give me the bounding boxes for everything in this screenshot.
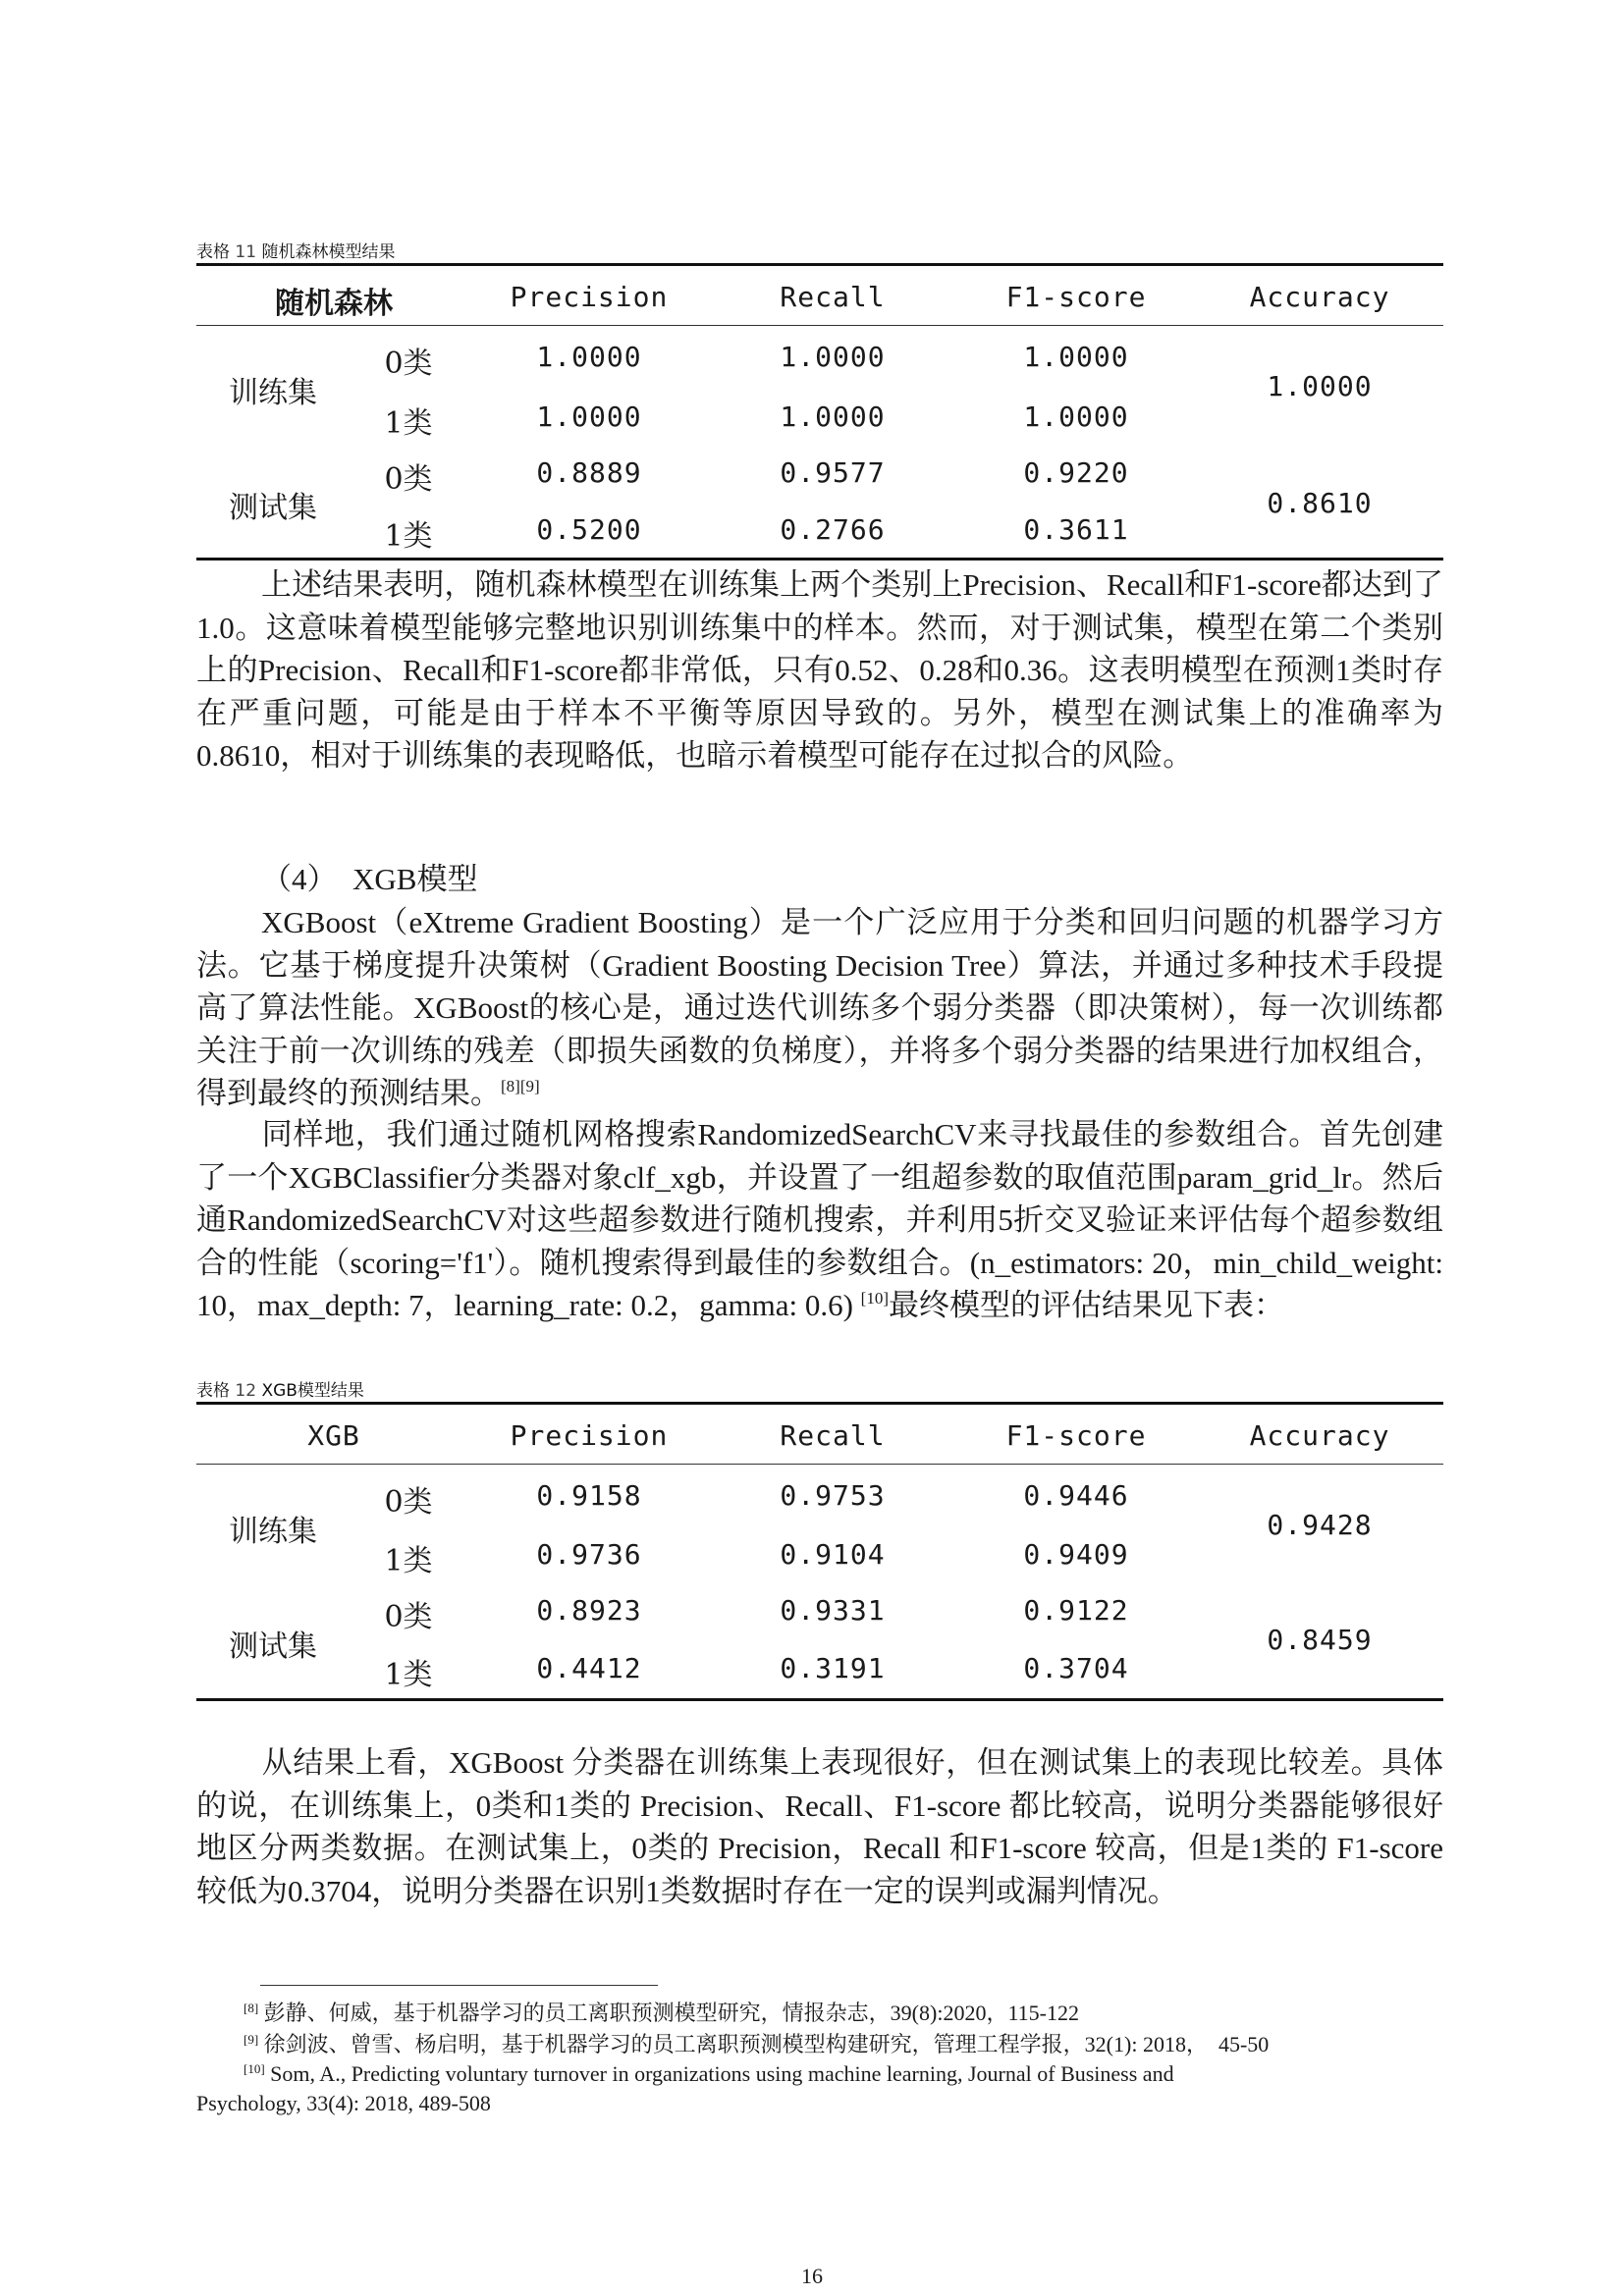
table-12-group-train: 训练集 [229, 1515, 317, 1549]
table-12-header-accuracy: Accuracy [1249, 1419, 1390, 1452]
table-11-header-f1: F1-score [1005, 281, 1147, 313]
footnote-9 [244, 2030, 1269, 2059]
paragraph-text: XGBoost（eXtreme Gradient Boosting）是一个广泛应用于分类和回归问题的机器学习方法。它基于梯度提升决策树（Gradient Boosting Decision Tree）算法，并通过多种技术手段提高了算法性能。XGBoost的核心是，通过迭代训练多个弱分类器（即决策树），每一次训练都关注于前一次训练的残差（即损失函数的负梯度），并将多个弱分类器的结果进行加权组合，得到最终的预测结果。 [196, 905, 1443, 1110]
table-11-cell: 1.0000 [1023, 341, 1129, 373]
table-11-class-label: 0类 [384, 462, 433, 497]
table-12-class-label: 1类 [384, 1544, 433, 1578]
table-11-cell: 1.0000 [780, 341, 886, 373]
table-12-cell: 0.3704 [1023, 1652, 1129, 1684]
table-12-accuracy-test: 0.8459 [1267, 1624, 1373, 1656]
body-paragraph-3 [196, 1113, 1443, 1327]
table-11-cell: 0.2766 [780, 513, 886, 546]
table-11-accuracy-test: 0.8610 [1267, 487, 1373, 519]
footnote-10-continued [196, 2089, 491, 2118]
table-11-cell: 1.0000 [780, 400, 886, 433]
table-12-group-test: 测试集 [229, 1629, 317, 1664]
table-12-header-recall: Recall [780, 1419, 886, 1452]
table-12-class-label: 1类 [384, 1658, 433, 1692]
table-11-top-rule [196, 263, 1443, 266]
table-11-header-model: 随机森林 [275, 287, 393, 321]
caption-title: XGB模型结果 [261, 1381, 364, 1401]
citation-mark: [10] [860, 1289, 889, 1308]
paragraph-tail: 最终模型的评估结果见下表： [889, 1288, 1284, 1322]
table-12-cell: 0.9446 [1023, 1479, 1129, 1512]
table-12-class-label: 0类 [384, 1485, 433, 1520]
table-12-caption [196, 1376, 364, 1401]
footnote-text: Psychology, 33(4): 2018, 489-508 [196, 2091, 491, 2115]
table-12-class-label: 0类 [384, 1600, 433, 1634]
table-11-caption [196, 238, 395, 262]
body-paragraph-4 [196, 1741, 1443, 1912]
table-12-top-rule [196, 1402, 1443, 1405]
footnote-text: 彭静、何威，基于机器学习的员工离职预测模型研究，情报杂志，39(8):2020，115-122 [263, 2001, 1079, 2025]
table-11-header-recall: Recall [780, 281, 886, 313]
table-11-accuracy-train: 1.0000 [1267, 370, 1373, 402]
footnote-mark: [9] [244, 2032, 259, 2047]
caption-title: 随机森林模型结果 [261, 242, 396, 262]
table-12-cell: 0.9158 [536, 1479, 642, 1512]
table-12-header-precision: Precision [510, 1419, 669, 1452]
table-11-group-test: 测试集 [229, 491, 317, 525]
table-11-header-rule [196, 325, 1443, 326]
table-12-header-f1: F1-score [1005, 1419, 1147, 1452]
table-12-bottom-rule [196, 1698, 1443, 1701]
table-11-cell: 1.0000 [536, 341, 642, 373]
table-11-class-label: 1类 [384, 406, 433, 441]
page-number: 16 [801, 2264, 823, 2288]
table-12-header-model: XGB [307, 1419, 360, 1452]
footnote-separator [260, 1985, 658, 1986]
paragraph-text: 同样地，我们通过随机网格搜索RandomizedSearchCV来寻找最佳的参数组合。首先创建了一个XGBClassifier分类器对象clf_xgb，并设置了一组超参数的取值范围param_grid_lr。然后通RandomizedSearchCV对这些超参数进行随机搜索，并利用5折交叉验证来评估每个超参数组合的性能（scoring='f1'）。随机搜索得到最佳的参数组合。(n_estimators: 20，min_child_weight: 10，max_depth: 7，learning_rate: 0.2，gamma: 0.6) [196, 1117, 1443, 1322]
footnote-8 [244, 1999, 1079, 2028]
section-heading [196, 858, 1443, 901]
caption-number: 12 [235, 1381, 257, 1401]
table-12-cell: 0.9409 [1023, 1538, 1129, 1571]
table-11-header-precision: Precision [510, 281, 669, 313]
caption-number: 11 [235, 242, 257, 262]
table-11-cell: 0.5200 [536, 513, 642, 546]
table-11-header-accuracy: Accuracy [1249, 281, 1390, 313]
table-12-cell: 0.9331 [780, 1594, 886, 1627]
table-12-cell: 0.9122 [1023, 1594, 1129, 1627]
table-11-cell: 0.9577 [780, 456, 886, 489]
paragraph-text: 从结果上看，XGBoost 分类器在训练集上表现很好，但在测试集上的表现比较差。具体的说，在训练集上，0类和1类的 Precision、Recall、F1-score 都比较高，说明分类器能够很好地区分两类数据。在测试集上，0类的 Precision，Recall 和F1-score 较高，但是1类的 F1-score 较低为0.3704，说明分类器在识别1类数据时存在一定的误判或漏判情况。 [196, 1745, 1443, 1908]
table-11-cell: 0.8889 [536, 456, 642, 489]
table-12-accuracy-train: 0.9428 [1267, 1509, 1373, 1541]
table-11-group-train: 训练集 [229, 376, 317, 410]
section-heading-text: （4） XGB模型 [261, 862, 478, 896]
table-12-cell: 0.9753 [780, 1479, 886, 1512]
caption-prefix: 表格 [196, 242, 230, 262]
table-11-cell: 0.9220 [1023, 456, 1129, 489]
table-11-class-label: 1类 [384, 519, 433, 554]
footnote-mark: [8] [244, 2001, 259, 2015]
table-11-cell: 0.3611 [1023, 513, 1129, 546]
table-11-cell: 1.0000 [1023, 400, 1129, 433]
table-12-header-rule [196, 1464, 1443, 1465]
table-11-bottom-rule [196, 558, 1443, 561]
footnote-text: Som, A., Predicting voluntary turnover in organizations using machine learning, Journal of Business and [270, 2061, 1174, 2086]
table-11-class-label: 0类 [384, 347, 433, 381]
table-11-cell: 1.0000 [536, 400, 642, 433]
footnote-text: 徐剑波、曾雪、杨启明，基于机器学习的员工离职预测模型构建研究，管理工程学报，32(1): 2018， 45-50 [263, 2032, 1270, 2056]
table-12-cell: 0.3191 [780, 1652, 886, 1684]
body-paragraph-1 [196, 563, 1443, 777]
caption-prefix: 表格 [196, 1381, 230, 1401]
body-paragraph-2 [196, 901, 1443, 1115]
footnote-10 [244, 2059, 1174, 2089]
table-12-cell: 0.4412 [536, 1652, 642, 1684]
footnote-mark: [10] [244, 2061, 265, 2076]
paragraph-text: 上述结果表明，随机森林模型在训练集上两个类别上Precision、Recall和F1-score都达到了1.0。这意味着模型能够完整地识别训练集中的样本。然而，对于测试集，模型在第二个类别上的Precision、Recall和F1-score都非常低，只有0.52、0.28和0.36。这表明模型在预测1类时存在严重问题，可能是由于样本不平衡等原因导致的。另外，模型在测试集上的准确率为0.8610，相对于训练集的表现略低，也暗示着模型可能存在过拟合的风险。 [196, 567, 1443, 773]
table-12-cell: 0.9736 [536, 1538, 642, 1571]
table-12-cell: 0.9104 [780, 1538, 886, 1571]
table-12-cell: 0.8923 [536, 1594, 642, 1627]
citation-mark: [8][9] [501, 1077, 540, 1095]
